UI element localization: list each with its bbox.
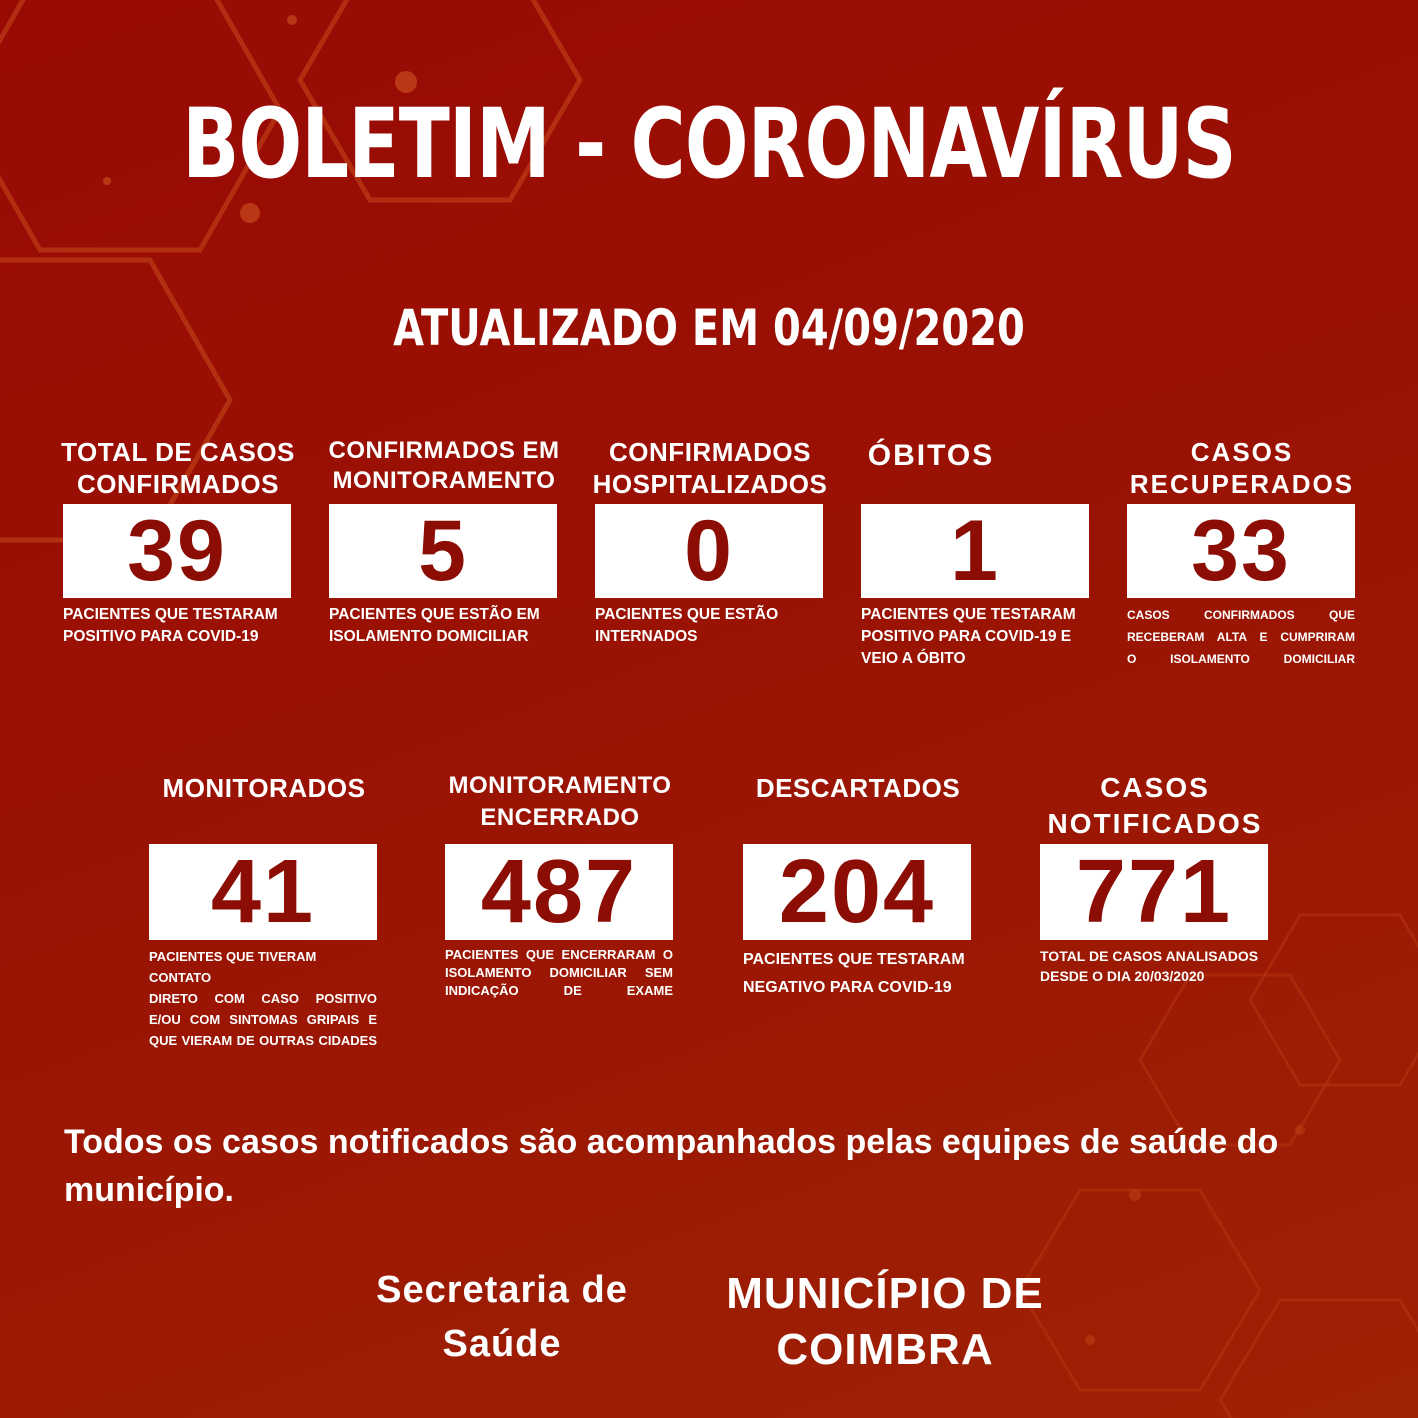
stat-value: 41 — [149, 844, 377, 940]
stat-label: CASOS RECUPERADOS — [1129, 437, 1355, 499]
stat-description: PACIENTES QUE ESTÃO INTERNADOS — [595, 606, 779, 645]
stat-description: PACIENTES QUE TIVERAM CONTATO DIRETO COM CASO POSITIVO E/OU COM SINTOMAS GRIPAIS E QUE VIERAM DE OUTRAS CIDADES — [149, 949, 377, 1048]
stat-label: TOTAL DE CASOS CONFIRMADOS — [61, 437, 295, 499]
stat-description: PACIENTES QUE TESTARAM NEGATIVO PARA COVID-19 — [743, 951, 965, 996]
stat-description: CASOS CONFIRMADOS QUE RECEBERAM ALTA E CUMPRIRAM O ISOLAMENTO DOMICILIAR — [1127, 608, 1355, 666]
municipio-coimbra: MUNICÍPIO DE COIMBRA — [726, 1269, 1044, 1374]
footer-note: Todos os casos notificados são acompanhados pelas equipes de saúde do município. — [64, 1123, 1279, 1209]
stat-label: CONFIRMADOS EM MONITORAMENTO — [328, 437, 560, 494]
stat-description: PACIENTES QUE ENCERRARAM O ISOLAMENTO DOMICILIAR SEM INDICAÇÃO DE EXAME — [445, 947, 673, 998]
page-title: BOLETIM - CORONAVÍRUS — [182, 88, 1236, 200]
stat-value: 0 — [595, 504, 823, 598]
stat-label: MONITORAMENTO ENCERRADO — [448, 772, 672, 831]
stat-description: PACIENTES QUE TESTARAM POSITIVO PARA COVID-19 E VEIO A ÓBITO — [861, 606, 1076, 667]
stat-value: 33 — [1127, 504, 1355, 598]
updated-date: ATUALIZADO EM 04/09/2020 — [393, 299, 1025, 357]
stat-value: 771 — [1040, 844, 1268, 940]
stat-label: MONITORADOS — [162, 773, 366, 803]
stat-description: PACIENTES QUE ESTÃO EM ISOLAMENTO DOMICILIAR — [329, 606, 540, 645]
stat-label: CONFIRMADOS HOSPITALIZADOS — [592, 437, 828, 499]
stat-value: 39 — [63, 504, 291, 598]
stat-value: 1 — [861, 504, 1089, 598]
stat-value: 204 — [743, 844, 971, 940]
stat-description: PACIENTES QUE TESTARAM POSITIVO PARA COVID-19 — [63, 606, 278, 645]
stat-description: TOTAL DE CASOS ANALISADOS DESDE O DIA 20/03/2020 — [1040, 948, 1259, 984]
stat-value: 5 — [329, 504, 557, 598]
stat-label: ÓBITOS — [867, 439, 995, 472]
stat-label: DESCARTADOS — [755, 773, 961, 803]
stat-value: 487 — [445, 844, 673, 940]
secretaria-de-saude: Secretaria de Saúde — [376, 1269, 628, 1365]
stat-label: CASOS NOTIFICADOS — [1047, 772, 1263, 839]
